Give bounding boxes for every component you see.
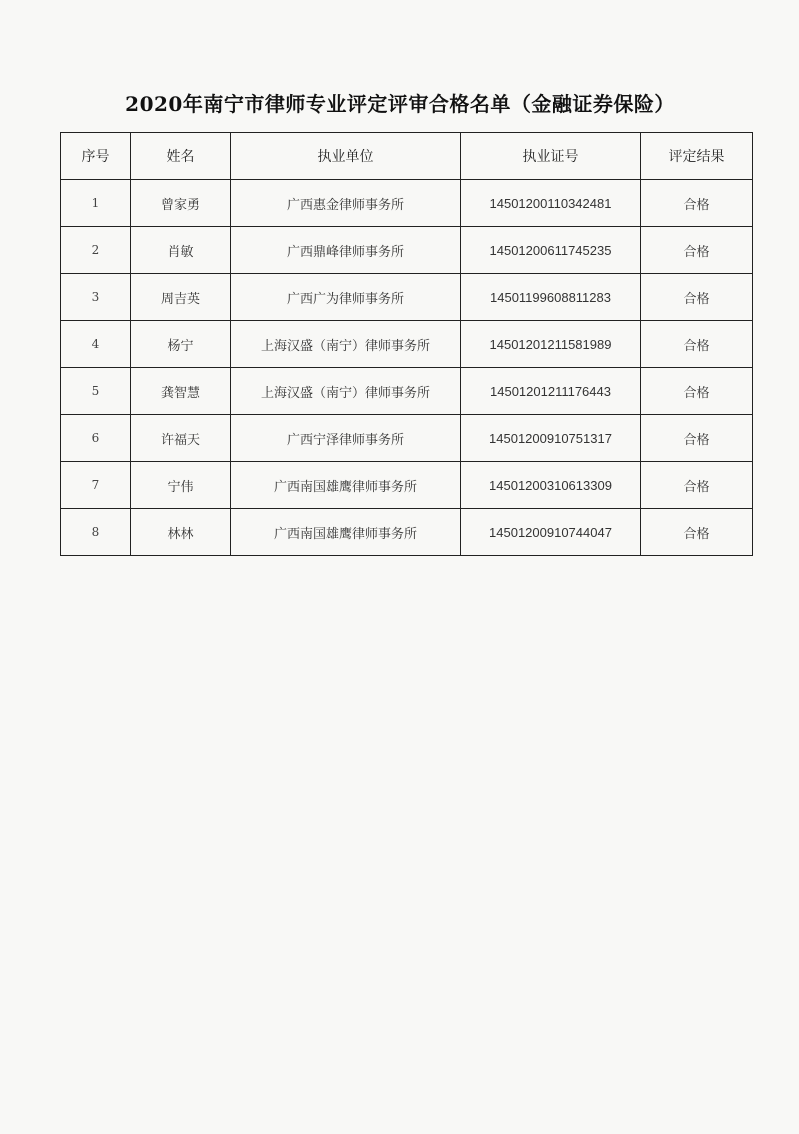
cell-name: 许福天 [131, 415, 231, 462]
table-header-row [61, 133, 753, 180]
cell-result: 合格 [641, 368, 753, 415]
header-name: 姓名 [131, 133, 231, 180]
cell-result: 合格 [641, 509, 753, 556]
header-license: 执业证号 [461, 133, 641, 180]
cell-license: 14501200310613309 [461, 462, 641, 509]
table-row [61, 180, 753, 227]
header-seq: 序号 [61, 133, 131, 180]
cell-result: 合格 [641, 227, 753, 274]
header-result: 评定结果 [641, 133, 753, 180]
table-row [61, 415, 753, 462]
cell-seq: 3 [61, 274, 131, 321]
table-row [61, 368, 753, 415]
cell-result: 合格 [641, 274, 753, 321]
qualified-lawyers-table [60, 132, 753, 556]
table-row [61, 462, 753, 509]
cell-result: 合格 [641, 462, 753, 509]
cell-seq: 6 [61, 415, 131, 462]
cell-license: 14501199608811283 [461, 274, 641, 321]
cell-license: 14501200910751317 [461, 415, 641, 462]
table-row [61, 227, 753, 274]
cell-license: 14501200110342481 [461, 180, 641, 227]
cell-firm: 广西广为律师事务所 [231, 274, 461, 321]
cell-license: 14501200910744047 [461, 509, 641, 556]
cell-firm: 上海汉盛（南宁）律师事务所 [231, 321, 461, 368]
cell-seq: 1 [61, 180, 131, 227]
cell-name: 肖敏 [131, 227, 231, 274]
cell-firm: 广西鼎峰律师事务所 [231, 227, 461, 274]
table-row [61, 321, 753, 368]
cell-seq: 2 [61, 227, 131, 274]
cell-name: 周吉英 [131, 274, 231, 321]
cell-firm: 广西南国雄鹰律师事务所 [231, 462, 461, 509]
cell-result: 合格 [641, 321, 753, 368]
cell-seq: 5 [61, 368, 131, 415]
cell-license: 14501201211176443 [461, 368, 641, 415]
document-title: 2020年南宁市律师专业评定评审合格名单（金融证券保险） [125, 92, 675, 116]
cell-license: 14501200611745235 [461, 227, 641, 274]
header-firm: 执业单位 [231, 133, 461, 180]
cell-name: 宁伟 [131, 462, 231, 509]
cell-name: 龚智慧 [131, 368, 231, 415]
cell-license: 14501201211581989 [461, 321, 641, 368]
cell-name: 杨宁 [131, 321, 231, 368]
cell-name: 曾家勇 [131, 180, 231, 227]
cell-seq: 4 [61, 321, 131, 368]
cell-firm: 广西南国雄鹰律师事务所 [231, 509, 461, 556]
cell-seq: 8 [61, 509, 131, 556]
cell-firm: 上海汉盛（南宁）律师事务所 [231, 368, 461, 415]
cell-seq: 7 [61, 462, 131, 509]
cell-name: 林林 [131, 509, 231, 556]
table-row [61, 274, 753, 321]
cell-firm: 广西惠金律师事务所 [231, 180, 461, 227]
cell-firm: 广西宁泽律师事务所 [231, 415, 461, 462]
table-row [61, 509, 753, 556]
cell-result: 合格 [641, 415, 753, 462]
cell-result: 合格 [641, 180, 753, 227]
